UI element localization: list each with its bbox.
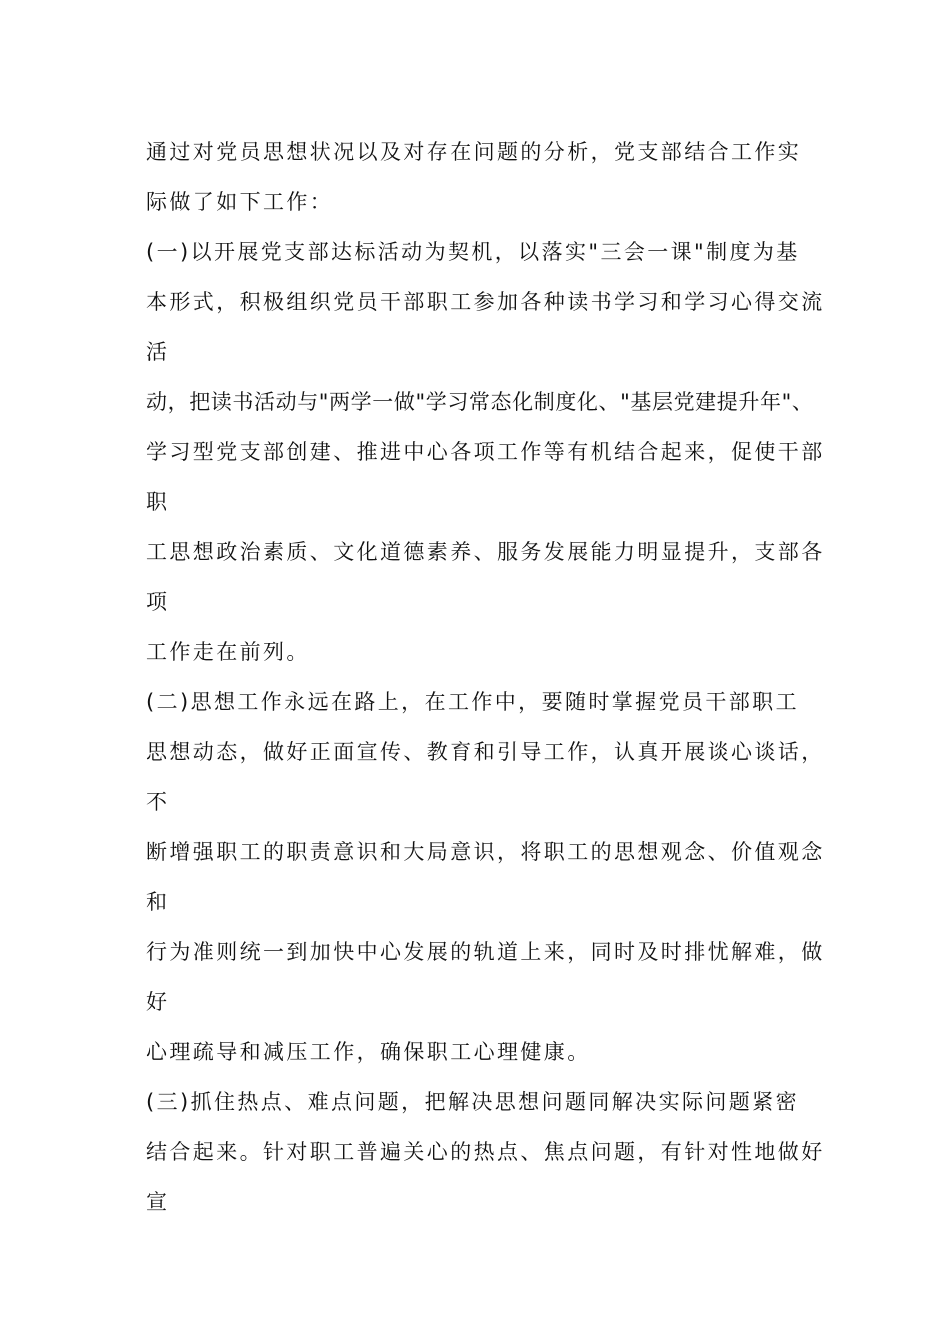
text-line: 工思想政治素质、文化道德素养、服务发展能力明显提升，支部各: [146, 540, 825, 564]
text-line: (一)以开展党支部达标活动为契机，以落实"三会一课"制度为基: [146, 240, 800, 264]
text-line: 工作走在前列。: [146, 640, 310, 664]
text-line: (二)思想工作永远在路上，在工作中，要随时掌握党员干部职工: [146, 690, 799, 714]
text-line: 和: [146, 890, 170, 914]
text-line: 好: [146, 990, 170, 1014]
text-line: 结合起来。针对职工普遍关心的热点、焦点问题，有针对性地做好: [146, 1140, 825, 1164]
text-line: 项: [146, 590, 170, 614]
text-line: 际做了如下工作：: [146, 190, 334, 214]
text-line: (三)抓住热点、难点问题，把解决思想问题同解决实际问题紧密: [146, 1090, 799, 1114]
text-line: 断增强职工的职责意识和大局意识，将职工的思想观念、价值观念: [146, 840, 825, 864]
text-line: 职: [146, 490, 170, 514]
text-line: 思想动态，做好正面宣传、教育和引导工作，认真开展谈心谈话，: [146, 740, 825, 764]
text-line: 通过对党员思想状况以及对存在问题的分析，党支部结合工作实: [146, 140, 802, 164]
text-line: 动，把读书活动与"两学一做"学习常态化制度化、"基层党建提升年"、: [146, 390, 814, 414]
text-line: 宣: [146, 1190, 170, 1214]
text-line: 本形式，积极组织党员干部职工参加各种读书学习和学习心得交流: [146, 290, 825, 314]
text-line: 行为准则统一到加快中心发展的轨道上来，同时及时排忧解难，做: [146, 940, 825, 964]
text-line: 不: [146, 790, 170, 814]
text-line: 学习型党支部创建、推进中心各项工作等有机结合起来，促使干部: [146, 440, 825, 464]
text-line: 心理疏导和减压工作，确保职工心理健康。: [146, 1040, 591, 1064]
text-line: 活: [146, 340, 170, 364]
